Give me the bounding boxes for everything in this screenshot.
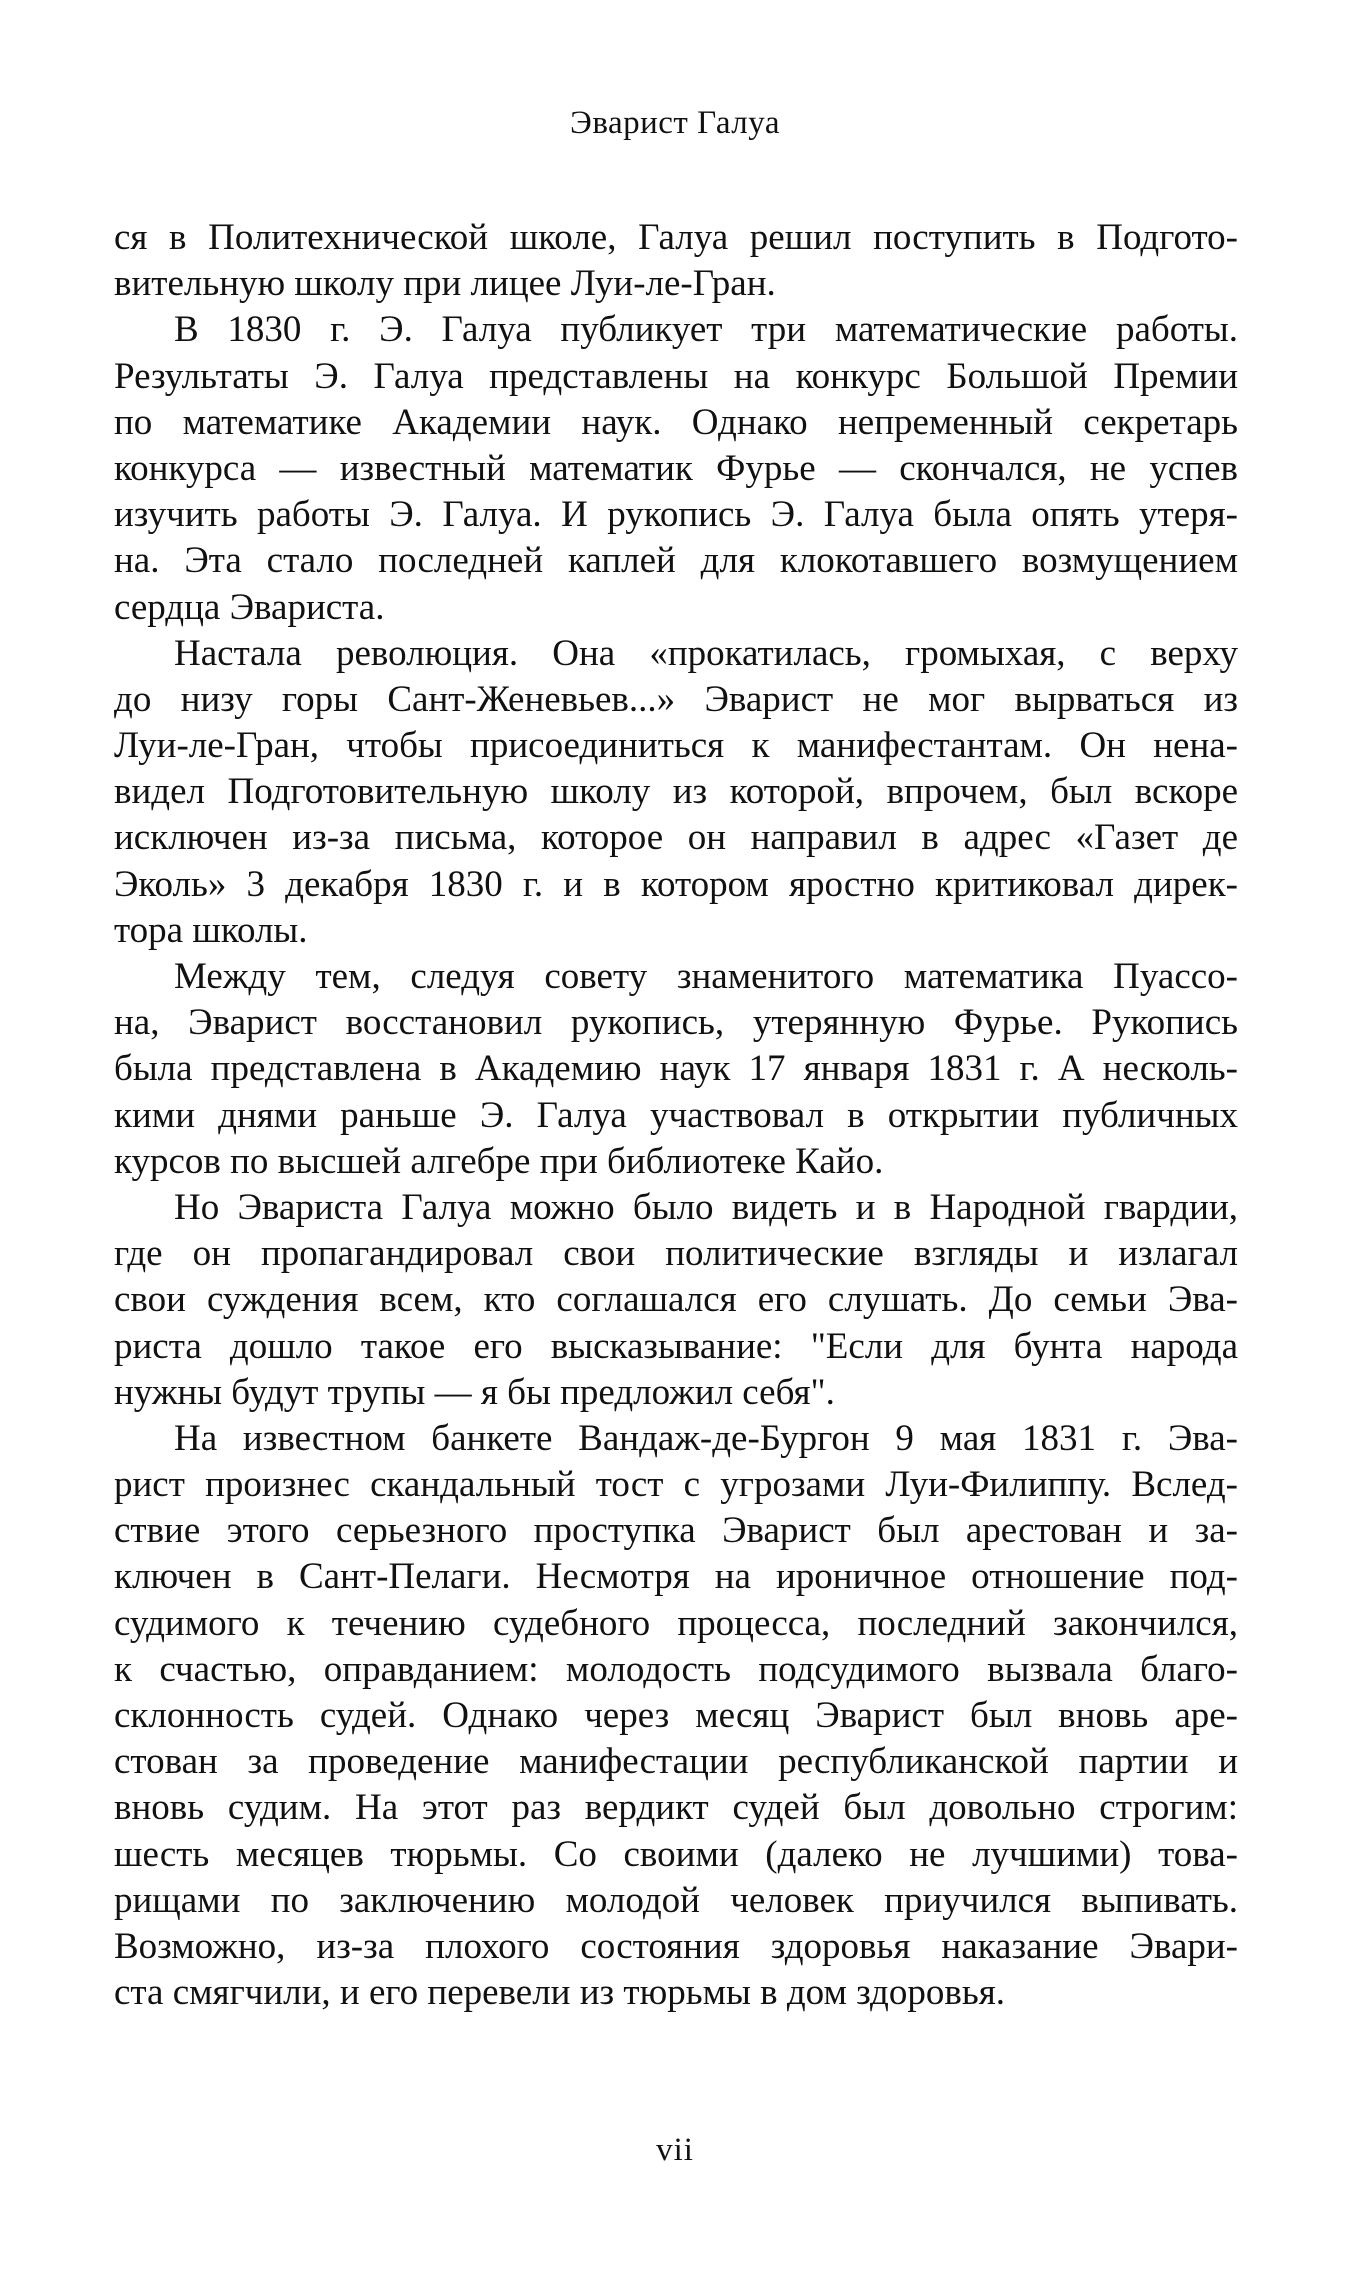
- text-line: В 1830 г. Э. Галуа публикует три математические работы.: [174, 309, 1238, 351]
- text-line: до низу горы Сант-Женевьев...» Эварист не мог вырваться из: [114, 678, 1238, 720]
- text-line: нужны будут трупы — я бы предложил себя".: [114, 1371, 835, 1413]
- text-line: видел Подготовительную школу из которой, впрочем, был вскоре: [114, 771, 1238, 813]
- text-line: на. Эта стало последней каплей для клокотавшего возмущением: [114, 540, 1238, 582]
- text-line: склонность судей. Однако через месяц Эварист был вновь аре-: [114, 1695, 1238, 1736]
- text-line: на, Эварист восстановил рукопись, утерянную Фурье. Рукопись: [114, 1002, 1238, 1044]
- text-line: шесть месяцев тюрьмы. Со своими (далеко не лучшими) това-: [114, 1833, 1238, 1875]
- text-line: конкурса — известный математик Фурье — скончался, не успев: [114, 447, 1238, 489]
- text-line: Между тем, следуя совету знаменитого математика Пуассо-: [174, 956, 1238, 997]
- text-line: свои суждения всем, кто соглашался его слушать. До семьи Эва-: [114, 1279, 1238, 1321]
- text-line: Возможно, из-за плохого состояния здоровья наказание Эвари-: [114, 1925, 1238, 1967]
- text-line: рищами по заключению молодой человек приучился выпивать.: [114, 1879, 1238, 1921]
- text-line: ста смягчили, и его перевели из тюрьмы в дом здоровья.: [114, 1972, 1005, 2014]
- text-line: исключен из-за письма, которое он направил в адрес «Газет де: [114, 817, 1238, 859]
- running-head: Эварист Галуа: [570, 105, 780, 141]
- text-line: Настала революция. Она «прокатилась, громыхая, с верху: [174, 632, 1238, 674]
- text-line: изучить работы Э. Галуа. И рукопись Э. Галуа была опять утеря-: [114, 494, 1238, 536]
- body-text: [114, 215, 1238, 2016]
- text-line: ся в Политехнической школе, Галуа решил поступить в Подгото-: [114, 217, 1238, 258]
- text-line: была представлена в Академию наук 17 января 1831 г. А несколь-: [114, 1048, 1238, 1090]
- text-line: ключен в Сант-Пелаги. Несмотря на ироничное отношение под-: [114, 1556, 1238, 1598]
- text-line: рист произнес скандальный тост с угрозами Луи-Филиппу. Вслед-: [114, 1464, 1238, 1506]
- text-line: Эколь» 3 декабря 1830 г. и в котором яростно критиковал дирек-: [114, 863, 1238, 905]
- page-number: vii: [656, 2132, 694, 2168]
- text-line: сердца Эвариста.: [114, 586, 385, 628]
- text-line: кими днями раньше Э. Галуа участвовал в открытии публичных: [114, 1094, 1238, 1136]
- text-line: На известном банкете Вандаж-де-Бургон 9 мая 1831 г. Эва-: [174, 1417, 1238, 1459]
- text-line: вновь судим. На этот раз вердикт судей был довольно строгим:: [114, 1787, 1238, 1829]
- text-line: вительную школу при лицее Луи-ле-Гран.: [114, 263, 776, 305]
- text-line: по математике Академии наук. Однако непременный секретарь: [114, 401, 1238, 443]
- text-line: к счастью, оправданием: молодость подсудимого вызвала благо-: [114, 1648, 1238, 1690]
- text-line: риста дошло такое его высказывание: "Если для бунта народа: [114, 1325, 1238, 1367]
- text-line: Но Эвариста Галуа можно было видеть и в Народной гвардии,: [174, 1186, 1238, 1228]
- text-line: стован за проведение манифестации республиканской партии и: [114, 1741, 1238, 1783]
- text-line: тора школы.: [114, 909, 308, 951]
- text-line: Результаты Э. Галуа представлены на конкурс Большой Премии: [114, 355, 1238, 397]
- text-line: ствие этого серьезного проступка Эварист был арестован и за-: [114, 1510, 1238, 1552]
- text-line: курсов по высшей алгебре при библиотеке Кайо.: [114, 1140, 884, 1182]
- text-line: где он пропагандировал свои политические взгляды и излагал: [114, 1233, 1238, 1275]
- text-line: Луи-ле-Гран, чтобы присоединиться к манифестантам. Он нена-: [114, 725, 1238, 767]
- text-line: судимого к течению судебного процесса, последний закончился,: [114, 1602, 1238, 1644]
